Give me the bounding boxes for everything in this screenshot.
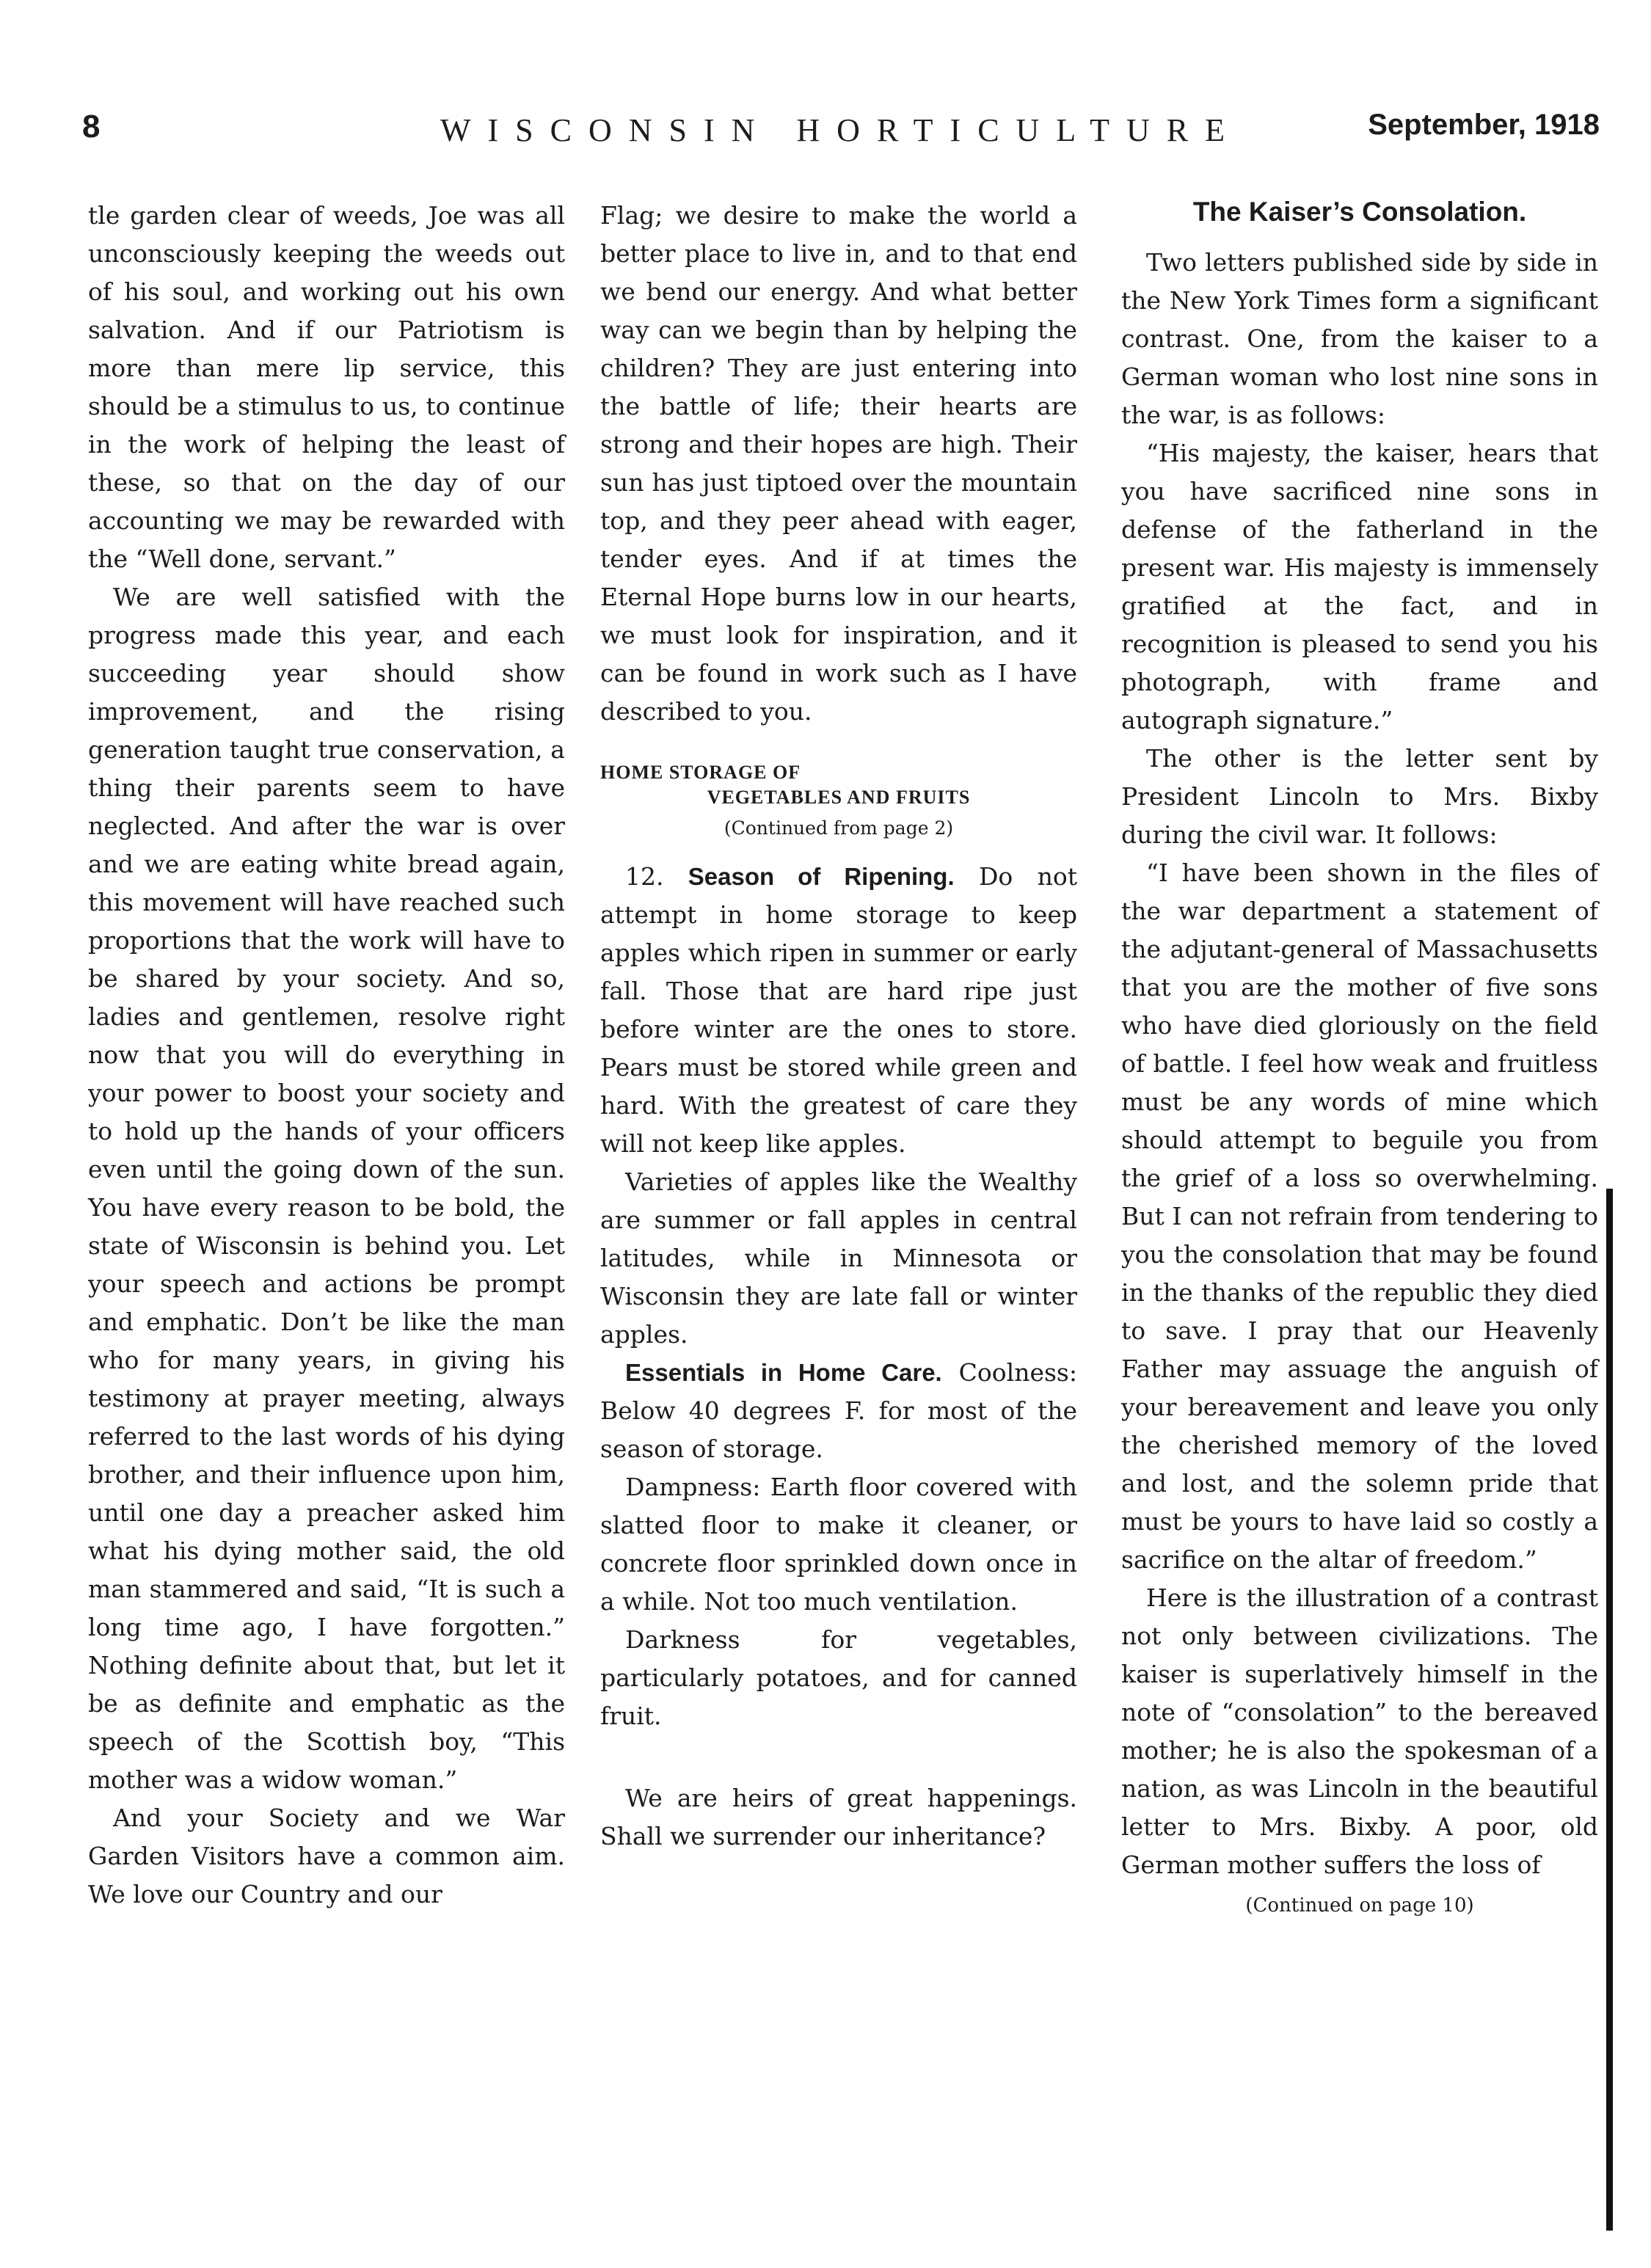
paragraph: Dampness: Earth floor covered with slatted floor to make it cleaner, or concrete floor sprinkled down once in a while. Not too much ventilation. xyxy=(600,1473,1077,1616)
section-number: 12. xyxy=(625,862,688,891)
page-header xyxy=(82,109,1600,167)
paragraph: “I have been shown in the files of the war department a statement of the adjutant-general of Massachusetts that you are the mother of five sons who have died gloriously on the field of battle. I feel how weak and fruitless must be any words of mine which should attempt to beguile you from the grief of a loss so overwhelming. But I can not refrain from tendering to you the consolation that may be found in the thanks of the republic they died to save. I pray that our Heavenly Father may assuage the anguish of your bereavement and leave you only the cherished memory of the loved and lost, and the solemn pride that must be yours to have laid so costly a sacrifice on the altar of freedom.” xyxy=(1121,858,1598,1574)
issue-date: September, 1918 xyxy=(1368,109,1600,141)
paragraph: Varieties of apples like the Wealthy are summer or fall apples in central latitudes, while in Minnesota or Wisconsin they are late fall or winter apples. xyxy=(600,1167,1077,1349)
subsection-text: Do not attempt in home storage to keep apples which ripen in summer or early fall. Those that are hard ripe just before winter are the ones to store. Pears must be stored while green and hard. With the greatest of care they will not keep like apples. xyxy=(600,862,1077,1158)
subsection-title: Season of Ripening. xyxy=(688,863,955,890)
section-heading-line1: HOME STORAGE OF xyxy=(600,762,801,783)
paragraph: Here is the illustration of a contrast not only between civilizations. The kaiser is superlatively himself in the note of “consolation” to the bereaved mother; he is also the spokesman of a nation, as was Lincoln in the beautiful letter to Mrs. Bixby. A poor, old German mother suffers the loss of xyxy=(1121,1583,1598,1879)
continued-on-note: (Continued on page 10) xyxy=(1245,1895,1474,1917)
paragraph: “His majesty, the kaiser, hears that you have sacrificed nine sons in defense of the fatherland in the present war. His majesty is immensely gratified at the fact, and in recognition is pleased to send you his photograph, with frame and autograph signature.” xyxy=(1121,439,1598,734)
article-title: The Kaiser’s Consolation. xyxy=(1192,197,1527,227)
paragraph: Flag; we desire to make the world a better place to live in, and to that end we bend our energy. And what better way can we begin than by helping the children? They are just entering into the battle of life; their hearts are strong and their hopes are high. Their sun has just tiptoed over the mountain top, and they peer ahead with eager, tender eyes. And if at times the Eternal Hope burns low in our hearts, we must look for inspiration, and it can be found in work such as I have described to you. xyxy=(600,201,1077,726)
paragraph: We are well satisfied with the progress made this year, and each succeeding year should show improvement, and the rising generation taught true conservation, a thing their parents seem to have neglected. And after the war is over and we are eating white bread again, this movement will have reached such proportions that the work will have to be shared by your society. And so, ladies and gentlemen, resolve right now that you will do everything in your power to boost your society and to hold up the hands of your officers even until the going down of the sun. You have every reason to be bold, the state of Wisconsin is behind you. Let your speech and actions be prompt and emphatic. Don’t be like the man who for many years, in giving his testimony at prayer meeting, always referred to the last words of his dying brother, and their influence upon him, until one day a preacher asked him what his dying mother said, the old man stammered and said, “It is such a long time ago, I have forgotten.” Nothing definite about that, but let it be as definite and emphatic as the speech of the Scottish boy, “This mother was a widow woman.” xyxy=(88,583,565,1794)
margin-rule xyxy=(1606,1189,1613,2231)
paragraph: We are heirs of great happenings. Shall we surrender our inheritance? xyxy=(600,1784,1077,1851)
section-heading-line2: VEGETABLES AND FRUITS xyxy=(707,787,971,808)
section-heading xyxy=(600,760,1077,810)
paragraph: tle garden clear of weeds, Joe was all unconsciously keeping the weeds out of his soul, and working out his own salvation. And if our Patriotism is more than mere lip service, this should be a stimulus to us, to continue in the work of helping the least of these, so that on the day of our accounting we may be rewarded with the “Well done, servant.” xyxy=(88,201,565,573)
paragraph: Darkness for vegetables, particularly potatoes, and for canned fruit. xyxy=(600,1625,1077,1730)
column-left xyxy=(88,197,565,1914)
continued-from-note: (Continued from page 2) xyxy=(724,817,954,839)
column-middle xyxy=(600,197,1077,1856)
paragraph: And your Society and we War Garden Visitors have a common aim. We love our Country and our xyxy=(88,1804,565,1908)
paragraph xyxy=(600,858,1077,1163)
subsection-text: Coolness: Below 40 degrees F. for most of the season of storage. xyxy=(600,1358,1077,1463)
paragraph xyxy=(600,1354,1077,1468)
paragraph: The other is the letter sent by President Lincoln to Mrs. Bixby during the civil war. It follows: xyxy=(1121,744,1598,849)
journal-title: WISCONSIN HORTICULTURE xyxy=(440,112,1242,148)
page-number: 8 xyxy=(82,109,101,145)
column-right xyxy=(1121,197,1598,1917)
paragraph: Two letters published side by side in the New York Times form a significant contrast. One, from the kaiser to a German woman who lost nine sons in the war, is as follows: xyxy=(1121,248,1598,429)
subsection-title: Essentials in Home Care. xyxy=(625,1359,942,1386)
